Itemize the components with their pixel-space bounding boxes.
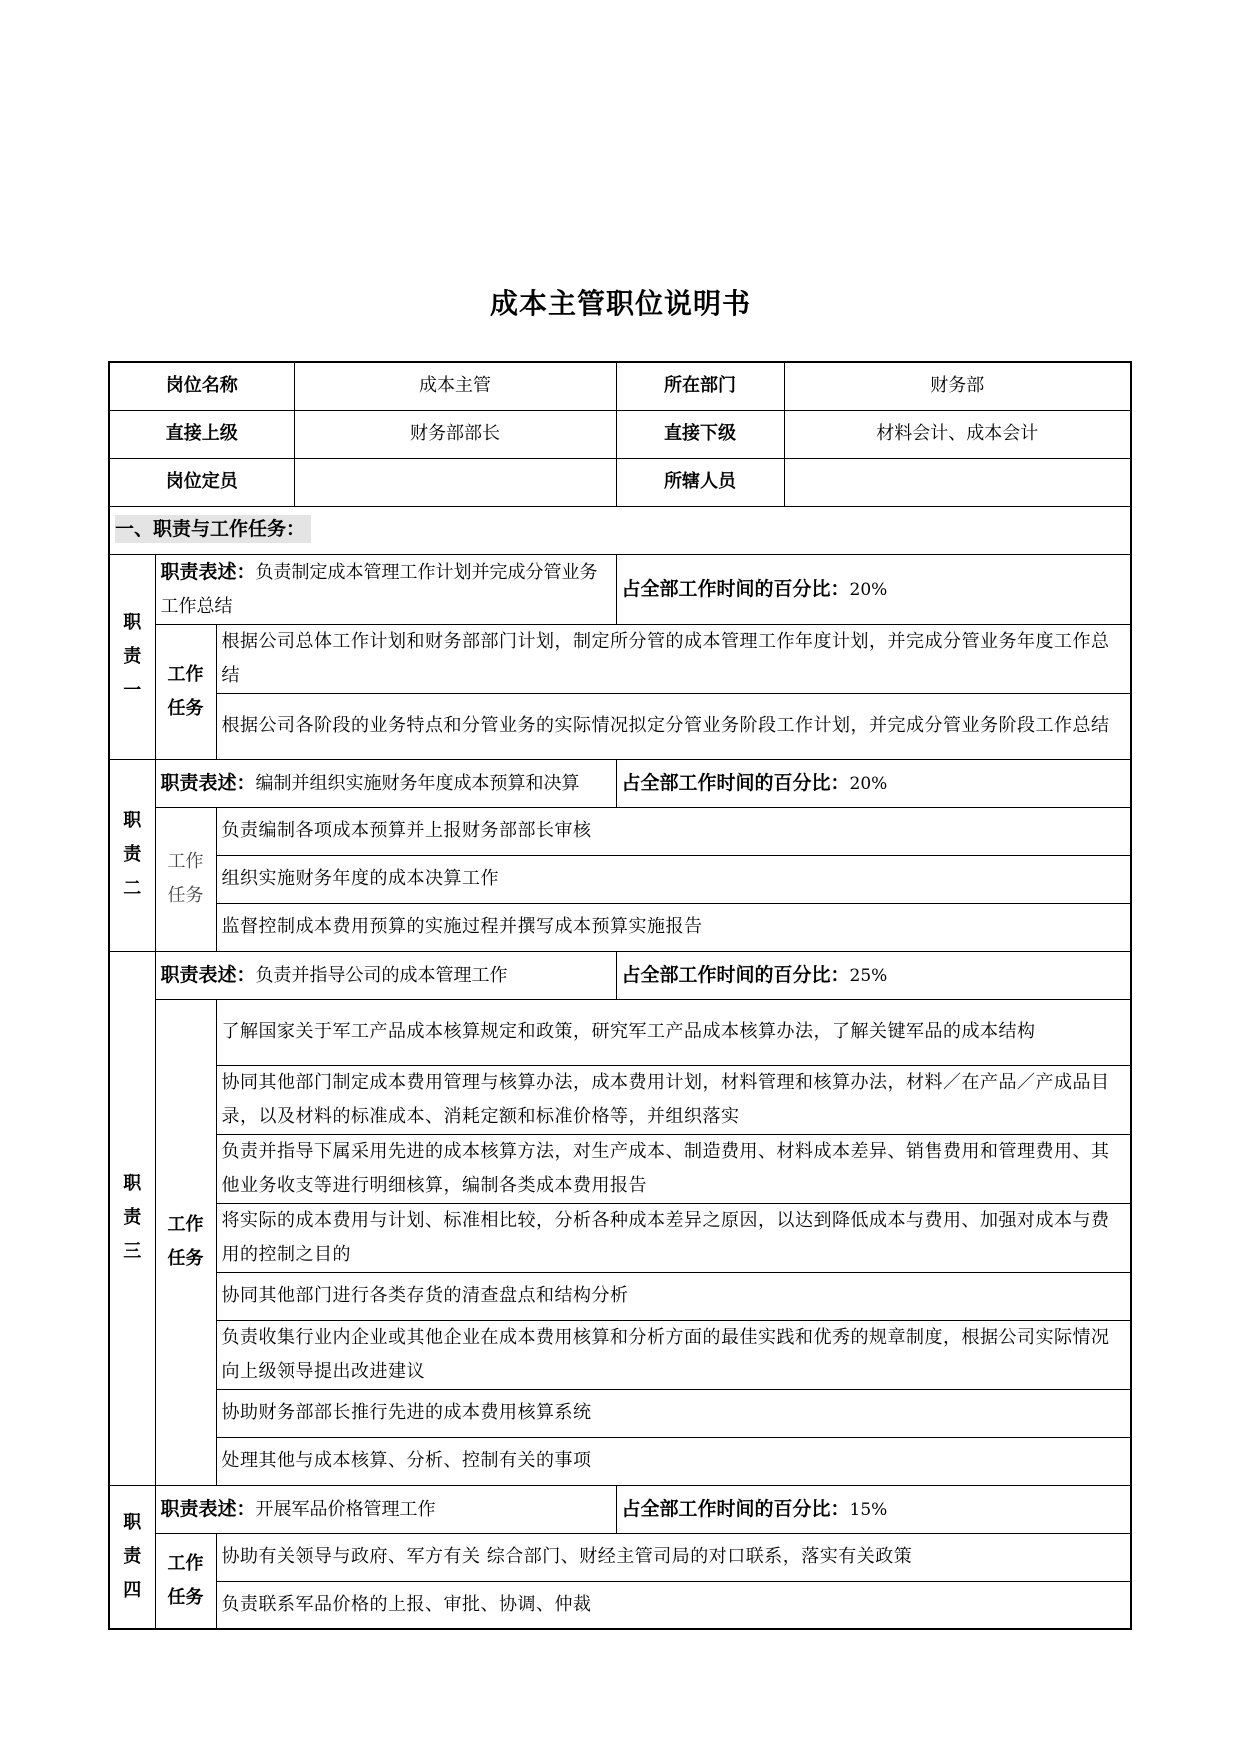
direct-superior-value: 财务部部长 <box>294 410 616 458</box>
duty-2-task-3: 监督控制成本费用预算的实施过程并撰写成本预算实施报告 <box>216 903 1131 951</box>
duty-1-statement: 职责表述：负责制定成本管理工作计划并完成分管业务工作总结 <box>155 554 616 624</box>
duty-2-statement: 职责表述：编制并组织实施财务年度成本预算和决算 <box>155 759 616 807</box>
duty-4-task-1: 协助有关领导与政府、军方有关 综合部门、财经主管司局的对口联系，落实有关政策 <box>216 1533 1131 1581</box>
duty-3-task-4: 将实际的成本费用与计划、标准相比较，分析各种成本差异之原因，以达到降低成本与费用、加强对成本与费用的控制之目的 <box>216 1203 1131 1272</box>
duty-4-task-row <box>109 1581 1131 1629</box>
duty-4-task-row <box>109 1533 1131 1581</box>
job-description-table <box>108 361 1132 1630</box>
info-row-3 <box>109 458 1131 506</box>
duty-3-task-1: 了解国家关于军工产品成本核算规定和政策，研究军工产品成本核算办法，了解关键军品的成本结构 <box>216 999 1131 1065</box>
department-value: 财务部 <box>784 362 1131 410</box>
duty-3-task-2: 协同其他部门制定成本费用管理与核算办法，成本费用计划，材料管理和核算办法，材料／在产品／产成品目录，以及材料的标准成本、消耗定额和标准价格等，并组织落实 <box>216 1065 1131 1134</box>
duty-1-percent: 占全部工作时间的百分比：20% <box>616 554 1131 624</box>
duty-1-side-label: 职 责 一 <box>109 554 155 759</box>
duty-1-task-label: 工作 任务 <box>155 624 216 759</box>
duty-3-task-row <box>109 1437 1131 1485</box>
duty-3-statement-row <box>109 951 1131 999</box>
duty-3-side-label: 职 责 三 <box>109 951 155 1485</box>
duty-4-task-label: 工作 任务 <box>155 1533 216 1629</box>
duty-3-percent: 占全部工作时间的百分比：25% <box>616 951 1131 999</box>
duty-2-task-label: 工作 任务 <box>155 807 216 951</box>
duty-2-task-1: 负责编制各项成本预算并上报财务部部长审核 <box>216 807 1131 855</box>
duty-3-task-7: 协助财务部部长推行先进的成本费用核算系统 <box>216 1389 1131 1437</box>
duty-4-task-2: 负责联系军品价格的上报、审批、协调、仲裁 <box>216 1581 1131 1629</box>
direct-subordinate-value: 材料会计、成本会计 <box>784 410 1131 458</box>
duty-1-task-row <box>109 624 1131 693</box>
duty-1-task-row <box>109 693 1131 759</box>
duty-3-task-row <box>109 1134 1131 1203</box>
direct-superior-label: 直接上级 <box>109 410 294 458</box>
duty-3-statement: 职责表述：负责并指导公司的成本管理工作 <box>155 951 616 999</box>
duty-3-task-3: 负责并指导下属采用先进的成本核算方法，对生产成本、制造费用、材料成本差异、销售费用和管理费用、其他业务收支等进行明细核算，编制各类成本费用报告 <box>216 1134 1131 1203</box>
headcount-value <box>294 458 616 506</box>
duty-1-task-2: 根据公司各阶段的业务特点和分管业务的实际情况拟定分管业务阶段工作计划，并完成分管业务阶段工作总结 <box>216 693 1131 759</box>
document-title: 成本主管职位说明书 <box>489 287 751 320</box>
duty-3-task-5: 协同其他部门进行各类存货的清查盘点和结构分析 <box>216 1272 1131 1320</box>
duty-1-task-1: 根据公司总体工作计划和财务部部门计划，制定所分管的成本管理工作年度计划，并完成分管业务年度工作总结 <box>216 624 1131 693</box>
duty-2-percent: 占全部工作时间的百分比：20% <box>616 759 1131 807</box>
duty-3-task-row <box>109 1203 1131 1272</box>
section-header-row <box>109 506 1131 554</box>
section-title: 一、职责与工作任务： <box>115 515 311 543</box>
duty-4-percent: 占全部工作时间的百分比：15% <box>616 1485 1131 1533</box>
info-row-2 <box>109 410 1131 458</box>
duty-3-task-label: 工作 任务 <box>155 999 216 1485</box>
duty-4-side-label: 职 责 四 <box>109 1485 155 1629</box>
duty-3-task-row <box>109 1065 1131 1134</box>
staff-under-value <box>784 458 1131 506</box>
duty-2-statement-row <box>109 759 1131 807</box>
duty-4-statement-row <box>109 1485 1131 1533</box>
duty-3-task-row <box>109 1320 1131 1389</box>
direct-subordinate-label: 直接下级 <box>616 410 784 458</box>
info-row-1 <box>109 362 1131 410</box>
duty-4-statement: 职责表述：开展军品价格管理工作 <box>155 1485 616 1533</box>
department-label: 所在部门 <box>616 362 784 410</box>
duty-1-statement-row <box>109 554 1131 624</box>
staff-under-label: 所辖人员 <box>616 458 784 506</box>
duty-3-task-row <box>109 1389 1131 1437</box>
duty-2-task-2: 组织实施财务年度的成本决算工作 <box>216 855 1131 903</box>
duty-2-task-row <box>109 807 1131 855</box>
duty-3-task-8: 处理其他与成本核算、分析、控制有关的事项 <box>216 1437 1131 1485</box>
duty-3-task-row <box>109 1272 1131 1320</box>
duty-3-task-6: 负责收集行业内企业或其他企业在成本费用核算和分析方面的最佳实践和优秀的规章制度，根据公司实际情况向上级领导提出改进建议 <box>216 1320 1131 1389</box>
duty-2-task-row <box>109 855 1131 903</box>
position-name-label: 岗位名称 <box>109 362 294 410</box>
headcount-label: 岗位定员 <box>109 458 294 506</box>
duty-2-task-row <box>109 903 1131 951</box>
position-name-value: 成本主管 <box>294 362 616 410</box>
duty-3-task-row <box>109 999 1131 1065</box>
duty-2-side-label: 职 责 二 <box>109 759 155 951</box>
